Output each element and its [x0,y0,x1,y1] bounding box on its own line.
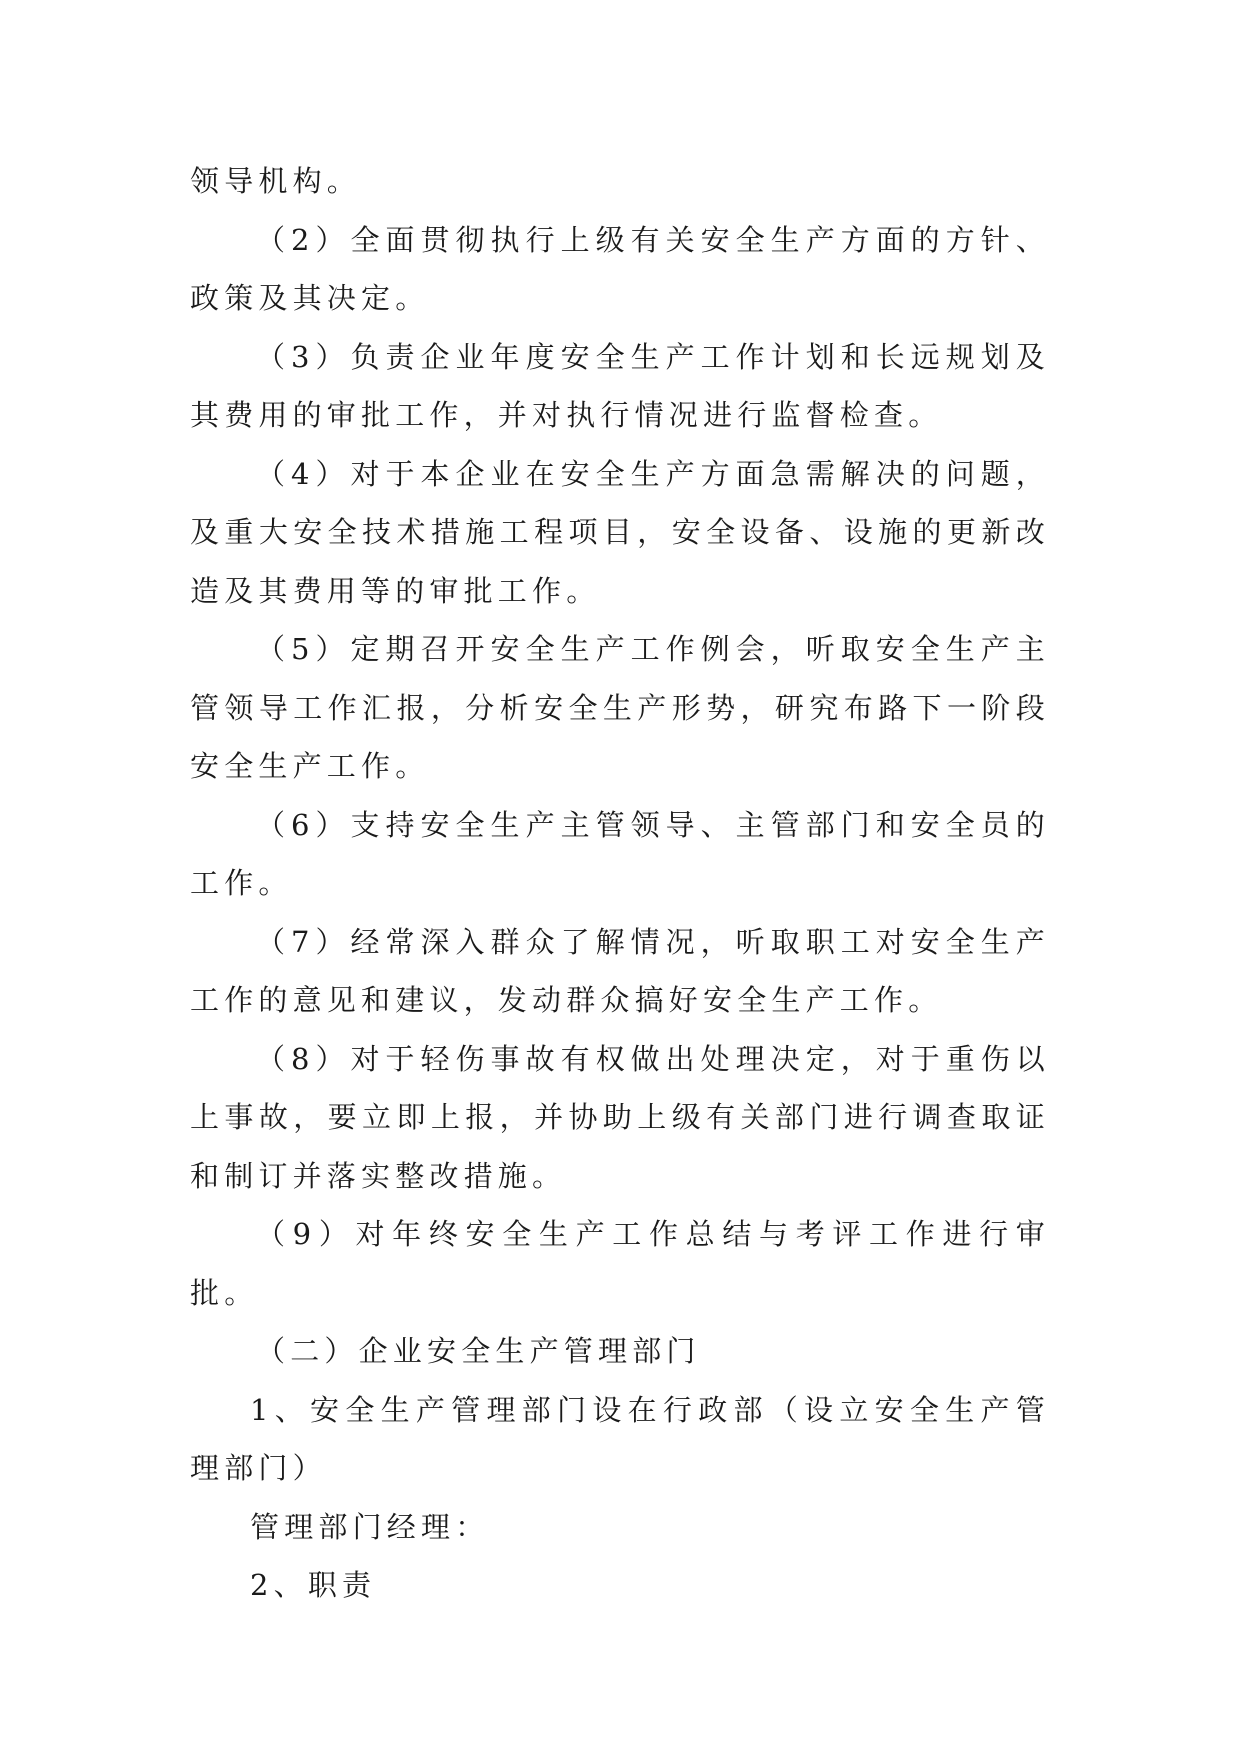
paragraph-responsibilities-heading: 2、职责 [250,1568,377,1602]
paragraph-item-4: （4）对于本企业在安全生产方面急需解决的问题，及重大安全技术措施工程项目，安全设备、设施的更新改造及其费用等的审批工作。 [190,456,1050,608]
paragraph-continuation: 领导机构。 [190,164,362,198]
paragraph-item-7: （7）经常深入群众了解情况，听取职工对安全生产工作的意见和建议，发动群众搞好安全生产工作。 [190,924,1050,1017]
paragraph-item-9: （9）对年终安全生产工作总结与考评工作进行审批。 [190,1217,1050,1310]
paragraph-item-2: （2）全面贯彻执行上级有关安全生产方面的方针、政策及其决定。 [190,222,1050,315]
paragraph-item-3: （3）负责企业年度安全生产工作计划和长远规划及其费用的审批工作，并对执行情况进行监督检查。 [190,339,1050,432]
paragraph-department-setup: 1、安全生产管理部门设在行政部（设立安全生产管理部门） [190,1392,1050,1485]
paragraph-item-5: （5）定期召开安全生产工作例会，听取安全生产主管领导工作汇报，分析安全生产形势，研究布路下一阶段安全生产工作。 [190,632,1050,783]
paragraph-item-6: （6）支持安全生产主管领导、主管部门和安全员的工作。 [190,807,1050,900]
paragraph-item-8: （8）对于轻伤事故有权做出处理决定，对于重伤以上事故，要立即上报，并协助上级有关部门进行调查取证和制订并落实整改措施。 [190,1041,1050,1193]
section-heading-management-department: （二）企业安全生产管理部门 [256,1334,701,1368]
paragraph-department-manager: 管理部门经理： [250,1509,490,1544]
document-body [190,152,1050,1615]
